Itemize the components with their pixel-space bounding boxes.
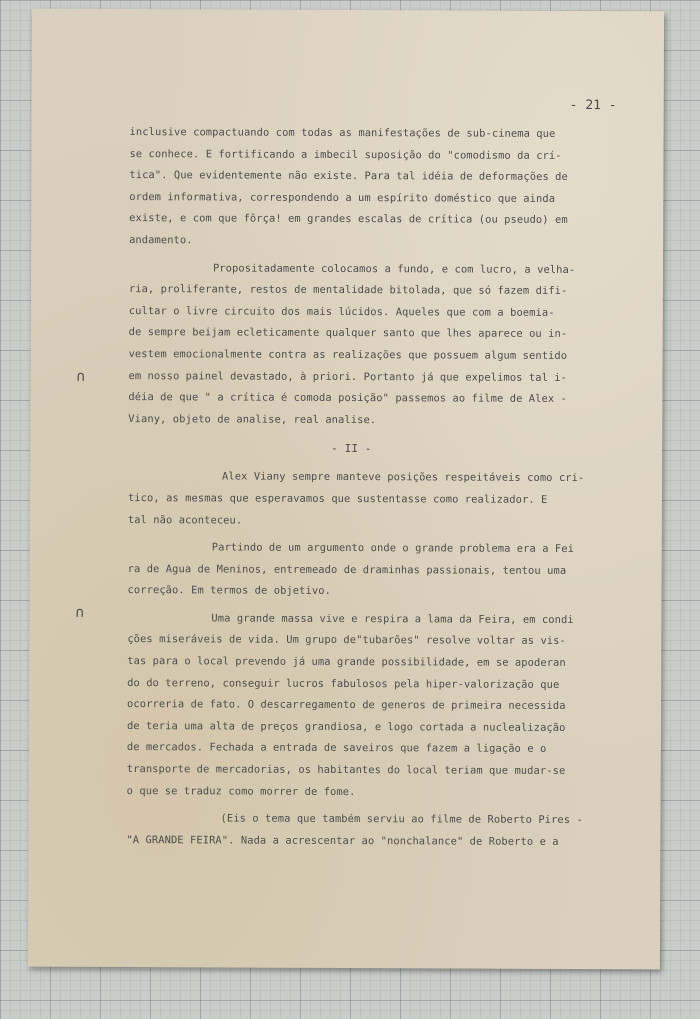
text-line: Alex Viany sempre manteve posições respeitáveis como cri- bbox=[222, 470, 585, 485]
text-line: o que se traduz como morrer de fome. bbox=[126, 784, 356, 798]
text-line: tico, as mesmas que esperavamos que sustentasse como realizador. E bbox=[127, 491, 548, 506]
page-number: - 21 - bbox=[569, 97, 617, 114]
text-line: déia de que " a crítica é comoda posição" passemos ao filme de Alex - bbox=[128, 391, 567, 406]
text-line: ções miseráveis de vida. Um grupo de"tubarões" resolve voltar as vis- bbox=[127, 633, 566, 648]
text-line: ria, proliferante, restos de mentalidade bitolada, que só fazem difi- bbox=[128, 283, 568, 298]
text-line: "A GRANDE FEIRA". Nada a acrescentar ao "nonchalance" de Roberto e a bbox=[126, 833, 559, 848]
text-line: de sempre beijam ecleticamente qualquer santo que lhes aparece ou in- bbox=[128, 326, 568, 341]
text-line: de mercados. Fechada a entrada de saveiros que fazem a ligação e o bbox=[126, 741, 547, 756]
paragraph-5 bbox=[127, 608, 648, 805]
section-heading: - II - bbox=[331, 442, 372, 456]
text-line: em nosso painel devastado, à priori. Portanto já que expelimos tal i- bbox=[128, 369, 568, 384]
paragraph-1 bbox=[129, 122, 650, 254]
text-line: do do terreno, conseguir lucros fabulosos pela hiper-valorização que bbox=[127, 676, 560, 691]
typewritten-page bbox=[28, 9, 664, 970]
paragraph-2 bbox=[128, 258, 649, 433]
text-line: correção. Em termos de objetivo. bbox=[127, 584, 331, 598]
punch-hole-mark: ∩ bbox=[76, 368, 85, 385]
punch-hole-mark: ∩ bbox=[75, 604, 84, 621]
text-line: existe, e com que fôrça! em grandes escalas de crítica (ou pseudo) em bbox=[129, 212, 568, 227]
text-line: vestem emocionalmente contra as realizações que possuem algum sentido bbox=[128, 347, 568, 362]
text-line: tica". Que evidentemente não existe. Para tal idéia de deformações de bbox=[129, 169, 568, 184]
paragraph-6 bbox=[126, 808, 646, 853]
text-line: ocorreria de fato. O descarregamento de generos de primeira necessida bbox=[127, 698, 566, 713]
text-line: se conhece. E fortificando a imbecil suposição do "comodismo da crí- bbox=[129, 147, 562, 162]
text-line: transporte de mercadorias, os habitantes do local teriam que mudar-se bbox=[126, 763, 566, 777]
text-line: ra de Agua de Meninos, entremeado de draminhas passionais, tentou uma bbox=[127, 562, 567, 577]
text-line: Viany, objeto de analise, real analise. bbox=[128, 412, 377, 426]
text-line: Uma grande massa vive e respira a lama da Feira, em condi bbox=[211, 612, 574, 626]
text-line: ordem informativa, correspondendo a um espírito doméstico que ainda bbox=[129, 190, 556, 205]
text-line: de teria uma alta de preços grandiosa, e logo cortada a nuclealização bbox=[126, 719, 566, 734]
text-line: andamento. bbox=[129, 234, 193, 247]
text-line: tas para o local prevendo já uma grande possibilidade, em se apoderan bbox=[127, 655, 566, 670]
text-line: tal não aconteceu. bbox=[127, 513, 243, 527]
text-line: Partindo de um argumento onde o grande problema era a Fei bbox=[211, 541, 575, 556]
text-line: (Eis o tema que também serviu ao filme de Roberto Pires - bbox=[220, 812, 583, 827]
text-line: Propositadamente colocamos a fundo, e com lucro, a velha- bbox=[212, 261, 576, 276]
text-line: inclusive compactuando com todas as manifestações de sub-cinema que bbox=[129, 126, 556, 140]
document-body bbox=[126, 122, 649, 854]
paragraph-3 bbox=[128, 466, 648, 533]
paragraph-4 bbox=[128, 537, 648, 604]
text-line: cultar o livre circuito dos mais lúcidos. Aqueles que com a boemia- bbox=[128, 304, 555, 319]
